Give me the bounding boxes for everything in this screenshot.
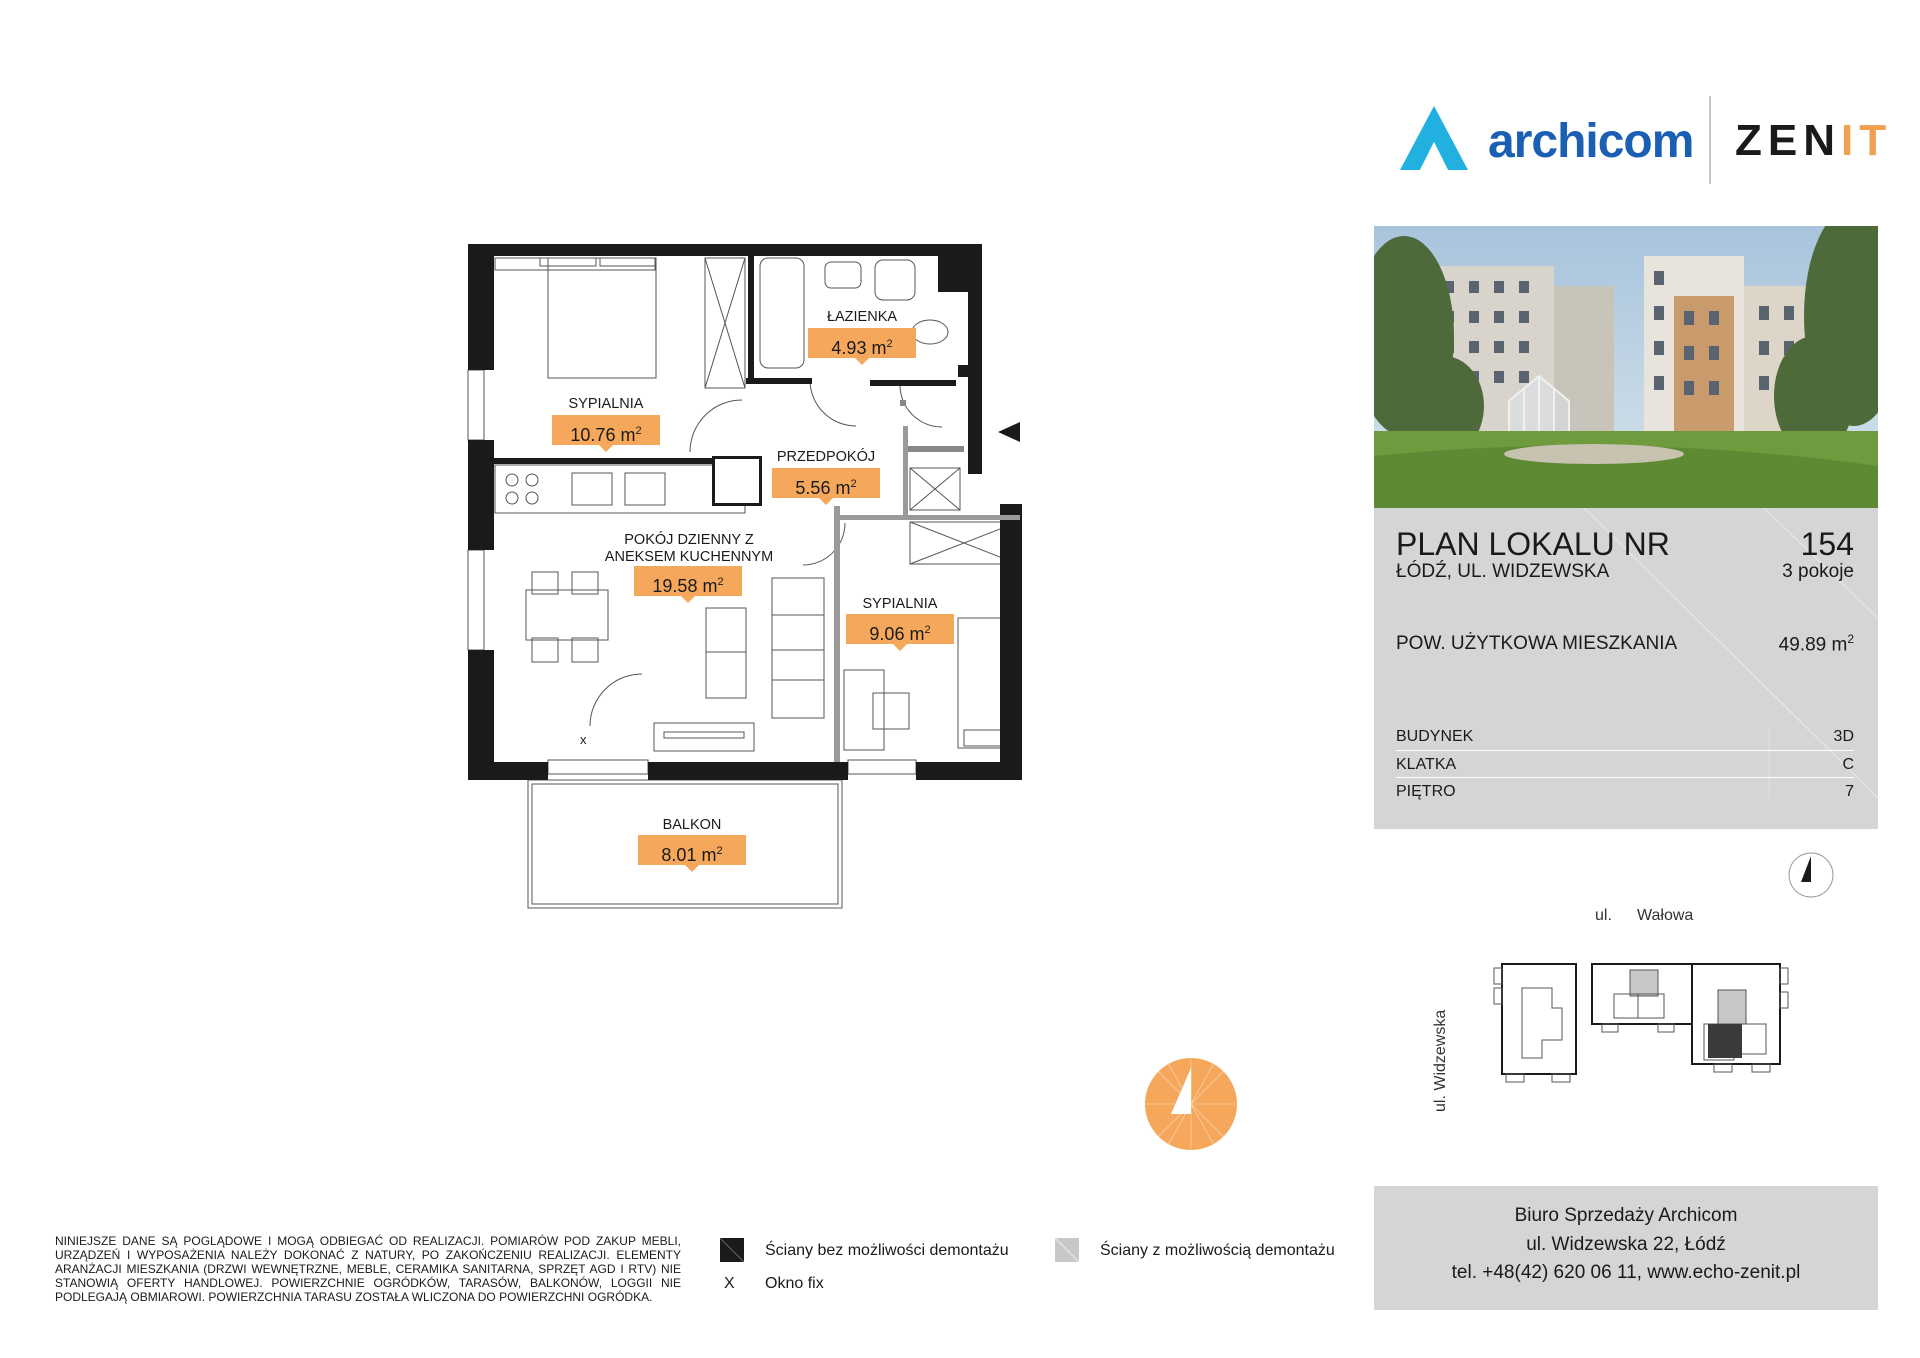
archicom-logo-mark: [1398, 104, 1470, 172]
plan-rooms-count: 3 pokoje: [1782, 561, 1854, 582]
room-name-bathroom: ŁAZIENKA: [826, 309, 898, 325]
logo-divider: [1709, 96, 1711, 184]
archicom-logo-text: archicom: [1488, 115, 1694, 168]
floor-plan: [460, 240, 1040, 920]
legend-fixed-walls: Ściany bez możliwości demontażu: [765, 1242, 1009, 1259]
apartment-location-marker: [1708, 1024, 1742, 1058]
room-area-balcony: 8.01 $m^2$: [638, 835, 746, 865]
usable-area-value: [1700, 632, 1854, 656]
staircase-label: KLATKA: [1396, 756, 1457, 773]
room-area-bedroom-1: 10.76 $m^2$: [552, 415, 660, 445]
row-divider: [1396, 750, 1854, 751]
building-label: BUDYNEK: [1396, 728, 1474, 745]
room-name-living-line-1: POKÓJ DZIENNY Z: [624, 532, 754, 548]
room-area-living: 19.58 $m^2$: [634, 566, 742, 596]
site-location-map: [1490, 958, 1800, 1088]
sales-office-name: Biuro Sprzedaży Archicom: [1514, 1205, 1738, 1226]
room-area-bedroom-2: 9.06 $m^2$: [846, 614, 954, 644]
fixed-window-marker: x: [580, 732, 587, 747]
disclaimer-text: NINIEJSZE DANE SĄ POGLĄDOWE I MOGĄ ODBIEGAĆ OD REALIZACJI. POMIARÓW POD ZAKUP MEBLI, URZĄDZEŃ I WYPOSAŻENIA NALEŻY DOKONAĆ Z NATURY, PO ZAKOŃCZENIU REALIZACJI. ELEMENTY ARANŻACJI MIESZKANIA (DRZWI WEWNĘTRZNE, MEBLE, CERAMIKA SANITARNA, SPRZĘT AGD I RTV) NIE STANOWIĄ OFERTY HANDLOWEJ. POWIERZCHNIE OGRÓDKÓW, TARASÓW, BALKONÓW, LOGGII NIE PODLEGAJĄ OBMIAROWI. POWIERZCHNIA TARASU ZOSTAŁA WLICZONA DO POWIERZCHNI OGRÓDKA.: [55, 1234, 681, 1304]
street-label-widzewska: ul. Widzewska: [1432, 1009, 1449, 1112]
zenit-logo: [1735, 116, 1892, 166]
zenit-logo-accent: IT: [1841, 116, 1893, 165]
entrance-arrow-icon: [998, 422, 1020, 442]
floor-label: PIĘTRO: [1396, 783, 1456, 800]
floor-value: 7: [1845, 783, 1854, 800]
fixed-wall-legend-icon: [720, 1238, 744, 1262]
room-area-hall: 5.56 $m^2$: [772, 468, 880, 498]
usable-area-label: POW. UŻYTKOWA MIESZKANIA: [1396, 633, 1678, 654]
removable-wall-legend-icon: [1055, 1238, 1079, 1262]
sales-office-address: ul. Widzewska 22, Łódź: [1526, 1234, 1726, 1255]
room-name-hall: PRZEDPOKÓJ: [776, 449, 876, 465]
street-label-walowa: Wałowa: [1637, 907, 1694, 924]
row-divider: [1396, 777, 1854, 778]
area-unit-sup: 2: [1847, 632, 1854, 646]
room-name-living-line-2: ANEKSEM KUCHENNYM: [604, 549, 774, 565]
plan-address: ŁÓDŹ, UL. WIDZEWSKA: [1396, 561, 1610, 582]
legend-removable-walls: Ściany z możliwością demontażu: [1100, 1242, 1335, 1259]
room-name-bedroom-1: SYPIALNIA: [568, 396, 644, 412]
sales-office-phone-web: tel. +48(42) 620 06 11, www.echo-zenit.pl: [1451, 1262, 1801, 1283]
street-label-prefix: ul.: [1595, 907, 1612, 924]
staircase-value: C: [1842, 756, 1854, 773]
room-name-balcony: BALKON: [662, 817, 722, 833]
legend-fixed-window: Okno fix: [765, 1275, 824, 1292]
room-area-bathroom: 4.93 $m^2$: [808, 328, 916, 358]
building-value: 3D: [1833, 728, 1854, 745]
room-name-bedroom-2: SYPIALNIA: [862, 596, 938, 612]
zenit-logo-main: ZEN: [1735, 116, 1841, 165]
plan-number: 154: [1800, 526, 1854, 562]
plan-title: PLAN LOKALU NR: [1396, 526, 1670, 562]
sun-exposure-icon: [1143, 1056, 1239, 1152]
estate-photo: [1374, 226, 1878, 508]
window-legend-symbol: X: [724, 1275, 735, 1292]
north-arrow-icon: [1786, 850, 1836, 900]
usable-area-number: 49.89 m: [1778, 634, 1848, 656]
